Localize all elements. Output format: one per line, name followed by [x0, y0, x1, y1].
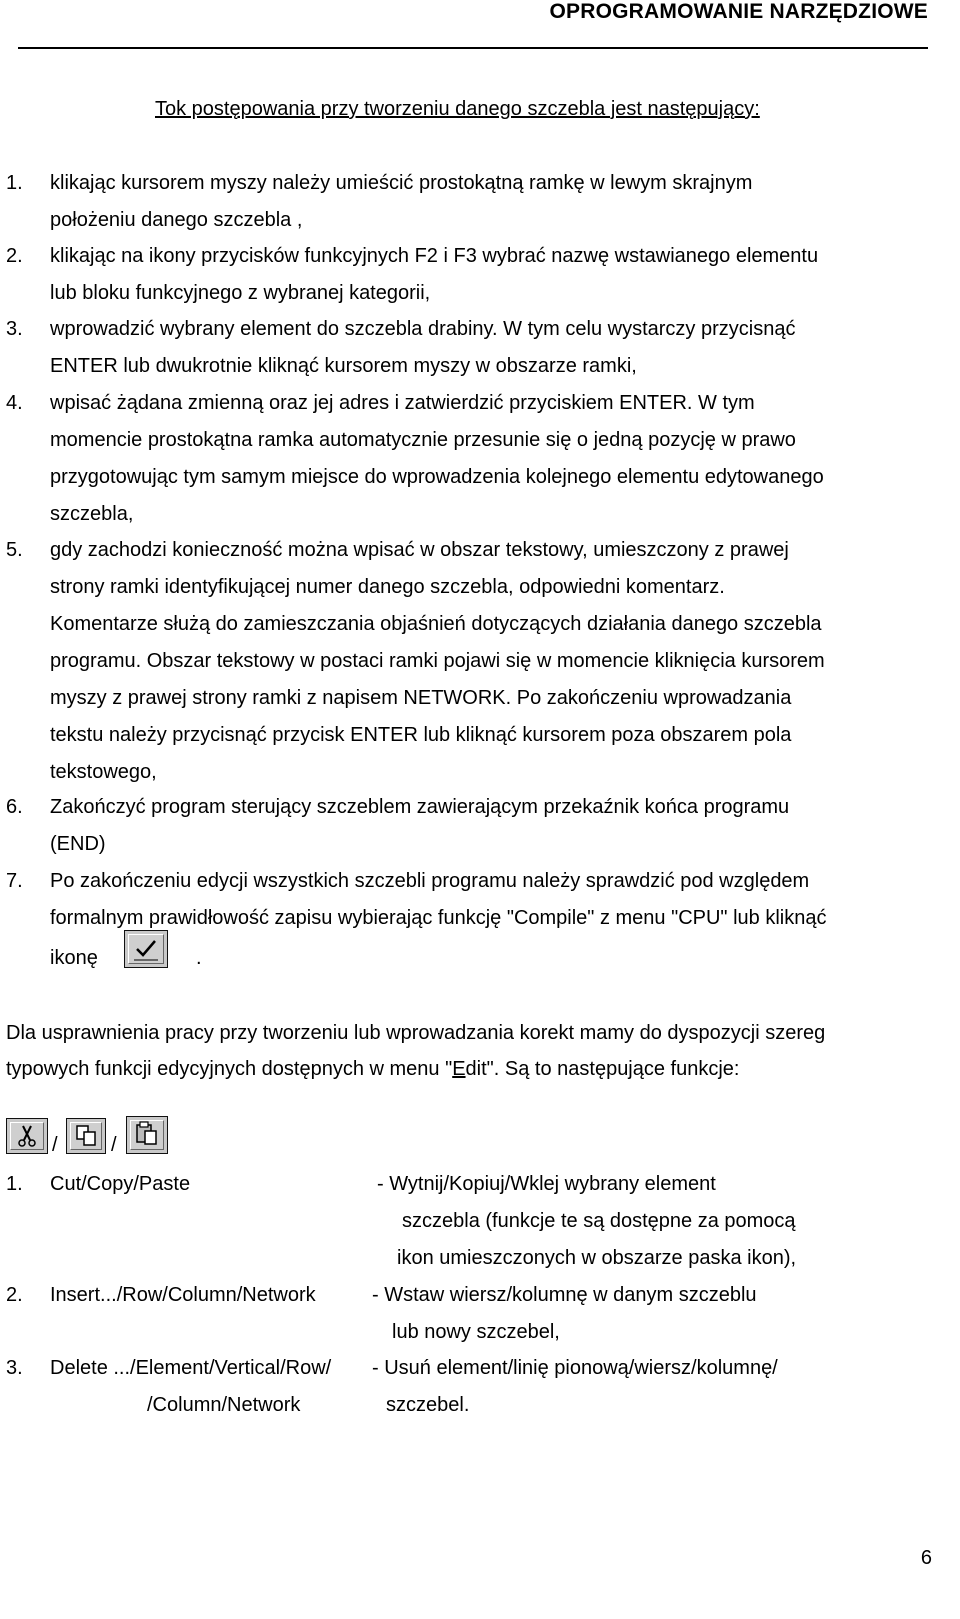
copy-glyph — [66, 1118, 106, 1154]
step-line: wpisać żądana zmienną oraz jej adres i zatwierdzić przyciskiem ENTER. W tym — [50, 392, 755, 414]
step-number: 1. — [6, 172, 23, 194]
step-line: (END) — [50, 833, 106, 855]
step-number: 5. — [6, 539, 23, 561]
step-line: Po zakończeniu edycji wszystkich szczebli programu należy sprawdzić pod względem — [50, 870, 810, 892]
step-line: momencie prostokątna ramka automatycznie przesunie się o jedną pozycję w prawo — [50, 429, 796, 451]
page-number: 6 — [920, 1547, 932, 1569]
checkmark-glyph — [124, 930, 168, 968]
paste-icon[interactable] — [126, 1116, 168, 1154]
intro-heading: Tok postępowania przy tworzeniu danego szczebla jest następujący: — [155, 98, 760, 120]
step-line: tekstowego, — [50, 761, 157, 783]
step-line — [50, 172, 932, 195]
step-line: ENTER lub dwukrotnie kliknąć kursorem myszy w obszarze ramki, — [50, 355, 637, 377]
step-line: położeniu danego szczebla , — [50, 209, 303, 231]
header-rule — [18, 47, 928, 49]
step-line: programu. Obszar tekstowy w postaci ramki pojawi się w momencie kliknięcia kursorem — [50, 650, 825, 672]
step-line: gdy zachodzi konieczność można wpisać w obszar tekstowy, umieszczony z prawej — [50, 539, 789, 561]
menu-underlined-letter: E — [452, 1058, 466, 1080]
step-line: tekstu należy przycisnąć przycisk ENTER lub kliknąć kursorem poza obszarem pola — [50, 724, 792, 746]
step-line: ikonę — [50, 947, 98, 969]
step-number: 2. — [6, 245, 23, 267]
step-line: formalnym prawidłowość zapisu wybierając funkcję "Compile" z menu "CPU" lub kliknąć — [50, 907, 827, 929]
function-name: /Column/Network — [147, 1394, 301, 1416]
step-line: przygotowując tym samym miejsce do wprowadzenia kolejnego elementu edytowanego — [50, 466, 824, 488]
scissors-glyph — [6, 1118, 48, 1154]
step-line: Komentarze służą do zamieszczania objaśnień dotyczących działania danego szczebla — [50, 613, 822, 635]
step-line: . — [196, 947, 202, 969]
step-number: 6. — [6, 796, 23, 818]
compile-check-icon[interactable] — [124, 930, 168, 968]
step-number: 4. — [6, 392, 23, 414]
paragraph-line — [6, 1058, 739, 1081]
cut-icon[interactable] — [6, 1118, 48, 1154]
icon-separator: / — [111, 1134, 117, 1156]
step-line: strony ramki identyfikującej numer danego szczebla, odpowiedni komentarz. — [50, 576, 725, 598]
paste-glyph — [126, 1116, 168, 1154]
paragraph-text: dit". Są to następujące funkcje: — [465, 1058, 740, 1080]
function-desc: lub nowy szczebel, — [392, 1321, 560, 1343]
function-name: Delete .../Element/Vertical/Row/ — [50, 1357, 332, 1379]
step-line: wprowadzić wybrany element do szczebla drabiny. W tym celu wystarczy przycisnąć — [50, 318, 796, 340]
function-desc: ikon umieszczonych w obszarze paska ikon), — [397, 1247, 797, 1269]
function-desc: - Wytnij/Kopiuj/Wklej wybrany element — [377, 1173, 716, 1195]
step-line: lub bloku funkcyjnego z wybranej kategorii, — [50, 282, 431, 304]
copy-icon[interactable] — [66, 1118, 106, 1154]
step-line: szczebla, — [50, 503, 134, 525]
function-desc: - Usuń element/linię pionową/wiersz/kolumnę/ — [372, 1357, 778, 1379]
function-desc: - Wstaw wiersz/kolumnę w danym szczeblu — [372, 1284, 757, 1306]
step-line: Zakończyć program sterujący szczeblem zawierającym przekaźnik końca programu — [50, 796, 790, 818]
function-number: 1. — [6, 1173, 23, 1195]
line-text: klikając kursorem myszy należy umieścić prostokątną ramkę w lewym skrajnym — [50, 172, 753, 194]
paragraph-line: Dla usprawnienia pracy przy tworzeniu lub wprowadzania korekt mamy do dyspozycji szereg — [6, 1022, 826, 1044]
step-number: 7. — [6, 870, 23, 892]
function-desc: szczebel. — [386, 1394, 470, 1416]
step-number: 3. — [6, 318, 23, 340]
function-number: 3. — [6, 1357, 23, 1379]
function-desc: szczebla (funkcje te są dostępne za pomocą — [402, 1210, 796, 1232]
icon-separator: / — [52, 1134, 58, 1156]
function-name: Insert.../Row/Column/Network — [50, 1284, 316, 1306]
step-line: myszy z prawej strony ramki z napisem NETWORK. Po zakończeniu wprowadzania — [50, 687, 792, 709]
function-number: 2. — [6, 1284, 23, 1306]
paragraph-text: typowych funkcji edycyjnych dostępnych w menu " — [6, 1058, 453, 1080]
function-name: Cut/Copy/Paste — [50, 1173, 191, 1195]
header-title: OPROGRAMOWANIE NARZĘDZIOWE — [549, 0, 928, 23]
step-line: klikając na ikony przycisków funkcyjnych F2 i F3 wybrać nazwę wstawianego elementu — [50, 245, 819, 267]
